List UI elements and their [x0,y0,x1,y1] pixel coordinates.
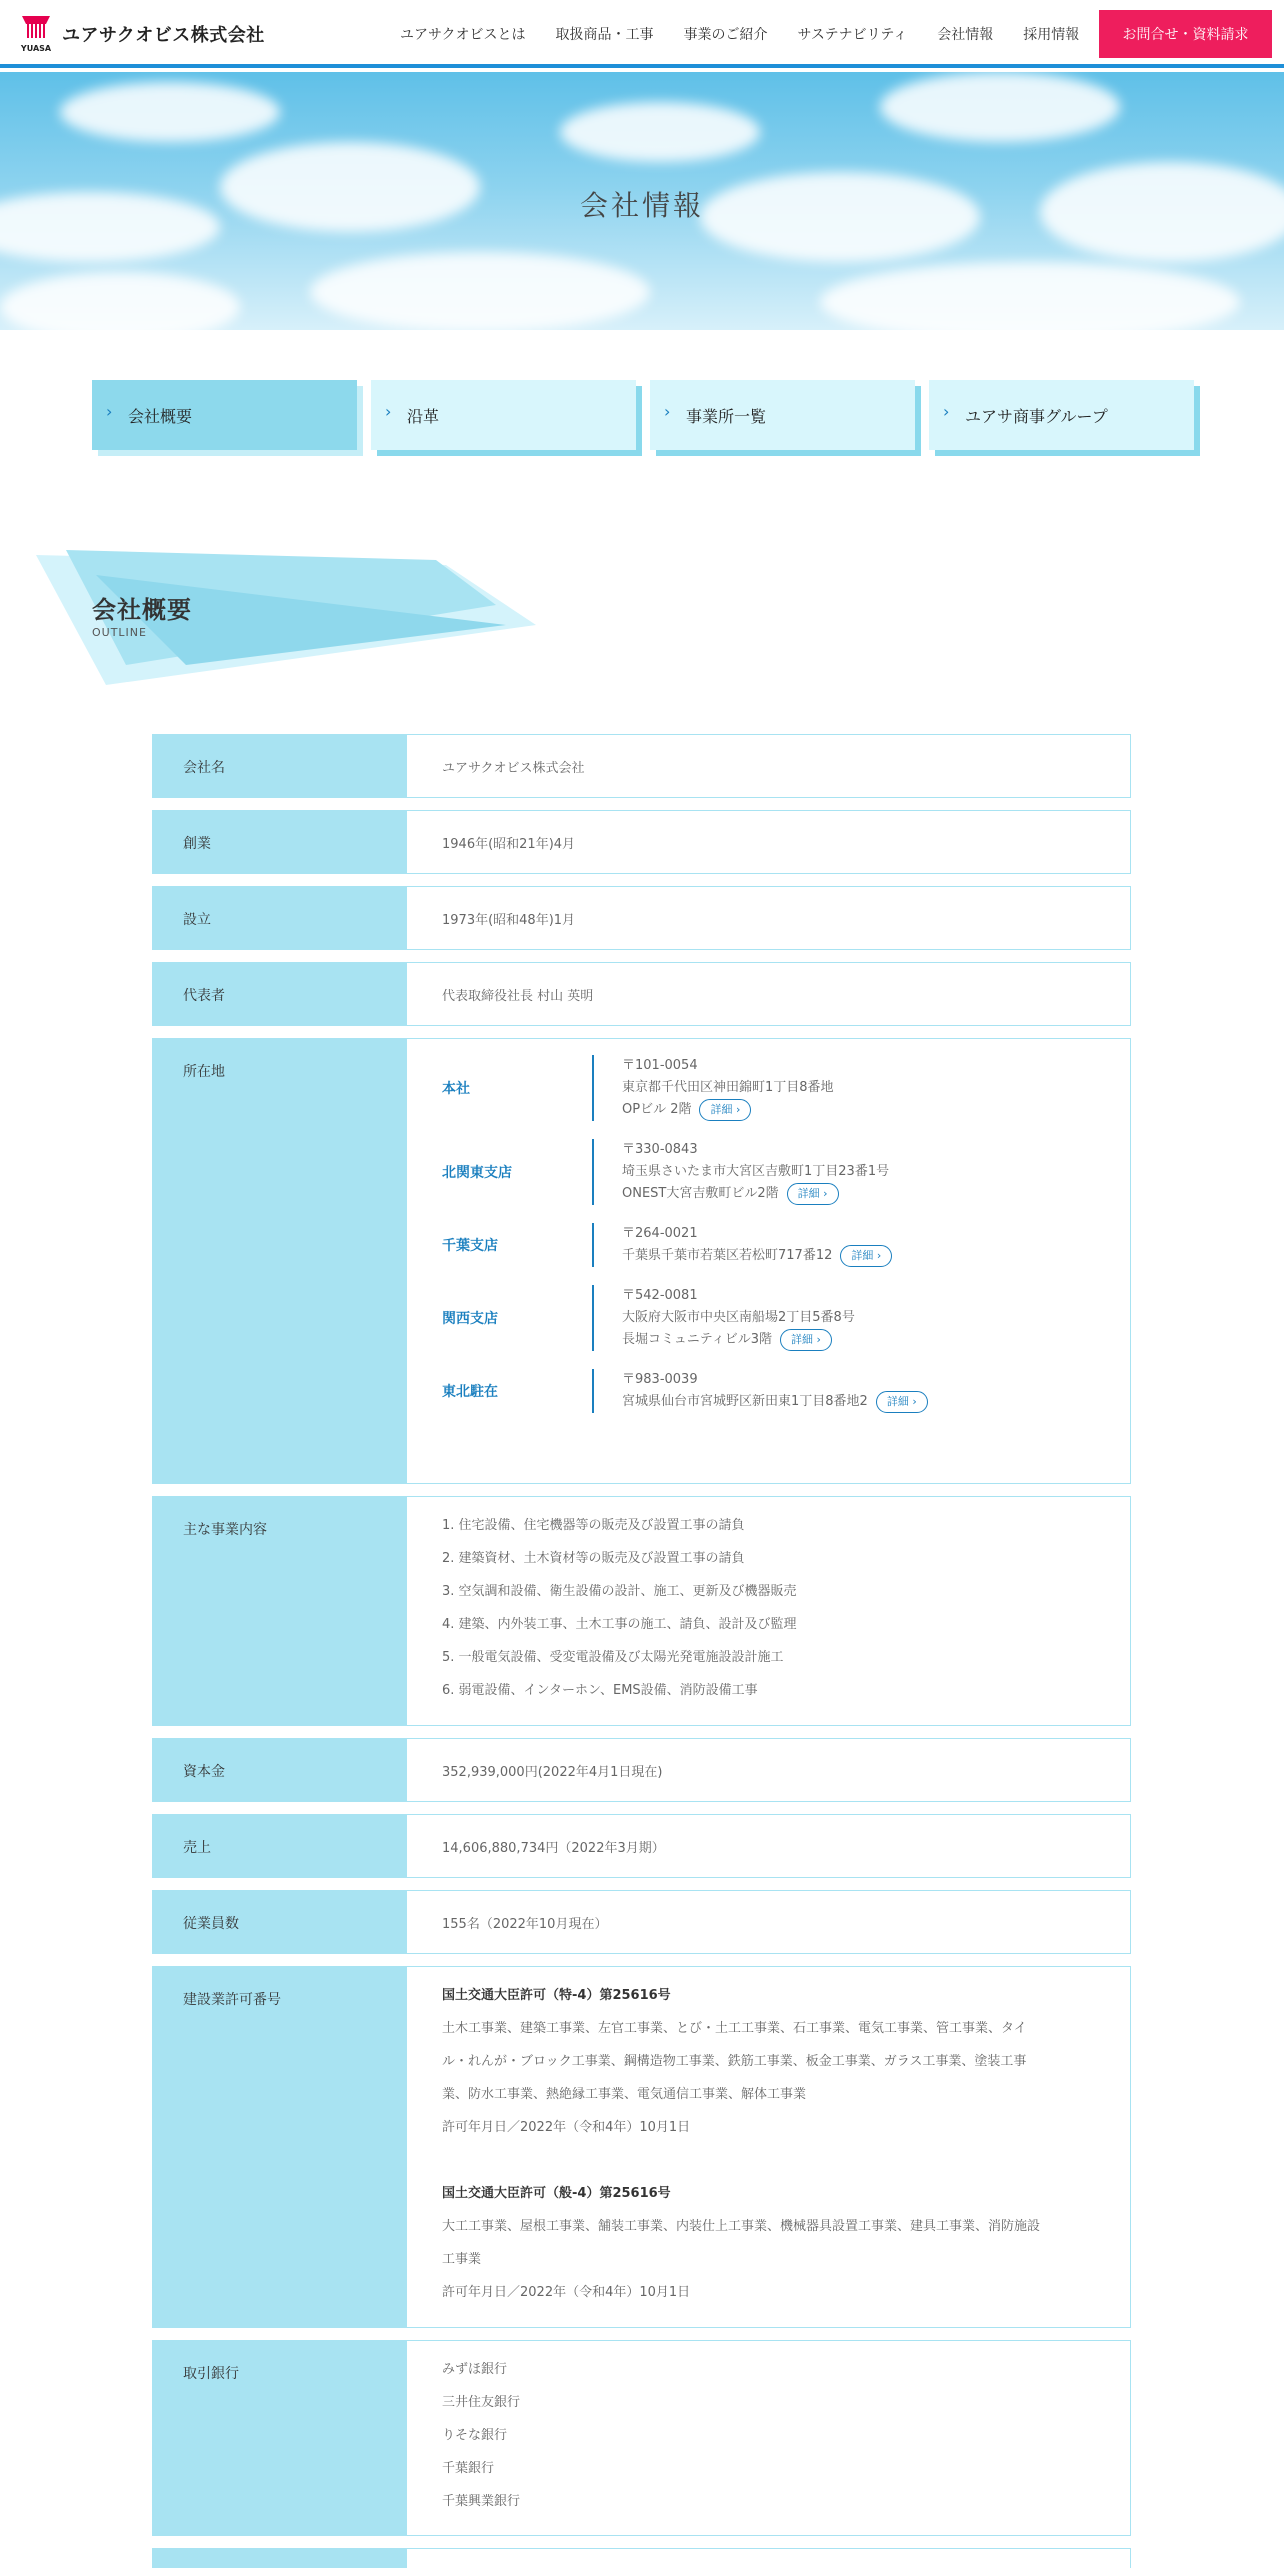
sub-nav [92,380,1194,450]
chevron-right-icon: › [664,402,671,421]
detail-button[interactable] [780,1329,832,1351]
row-value [407,1039,1130,1483]
detail-button[interactable] [840,1245,892,1267]
list-item: 三井住友銀行 [442,2395,521,2410]
detail-label: 詳細 [886,1395,909,1408]
chevron-right-icon: › [943,402,950,421]
office-entry [442,1369,1095,1413]
cloud-decoration [880,72,1120,142]
chevron-right-icon: › [735,1103,741,1116]
office-name: 千葉支店 [442,1238,498,1254]
site-header [0,0,1284,68]
detail-label: 詳細 [851,1249,874,1262]
cloud-decoration [0,272,240,330]
table-row [152,1038,1131,1484]
table-row [152,2548,1131,2568]
office-name: 東北駐在 [442,1384,498,1400]
company-outline-table [152,734,1131,2568]
subnav-item-outline[interactable] [92,380,357,450]
address-line: 〒330-0843 [622,1142,698,1157]
table-row [152,810,1131,874]
list-item: 5. 一般電気設備、受変電設備及び太陽光発電施設設計施工 [442,1650,784,1665]
address-line: 〒542-0081 [622,1288,698,1303]
cloud-decoration [310,252,650,330]
chevron-right-icon: › [876,1249,882,1262]
site-logo[interactable] [18,14,265,54]
list-item: 千葉銀行 [442,2461,495,2476]
address-line: 埼玉県さいたま市大宮区吉敷町1丁目23番1号 [622,1164,890,1179]
list-item: 千葉興業銀行 [442,2494,521,2509]
nav-item-recruit[interactable]: 採用情報 [1023,27,1080,43]
office-address [592,1369,928,1413]
logo-mark-text: YUASA [20,44,52,53]
chevron-right-icon: › [823,1187,828,1200]
address-line: 長堀コミュニティビル3階 [622,1332,772,1347]
chevron-right-icon: › [106,402,113,421]
list-item: 3. 空気調和設備、衛生設備の設計、施工、更新及び機器販売 [442,1584,797,1599]
address-line: 〒983-0039 [622,1372,698,1387]
row-label: 建設業許可番号 [153,1967,407,2327]
license-body: 大工工事業、屋根工事業、舗装工事業、内装仕上工事業、機械器具設置工事業、建具工事業、消防施設 [442,2219,1041,2234]
table-row [152,962,1131,1026]
cloud-decoration [820,262,1240,330]
row-value [407,2549,1130,2568]
row-value: 155名（2022年10月現在） [442,1917,608,1932]
detail-label: 詳細 [710,1103,733,1116]
subnav-label: ユアサ商事グループ [965,406,1108,426]
address-line: 大阪府大阪市中央区南船場2丁目5番8号 [622,1310,855,1325]
list-item: みずほ銀行 [442,2362,508,2377]
section-subtitle: OUTLINE [92,626,147,639]
cloud-decoration [560,102,760,162]
subnav-item-group[interactable] [929,380,1194,450]
office-entry [442,1285,1095,1351]
contact-button[interactable]: お問合せ・資料請求 [1099,10,1272,58]
row-value [407,1967,1130,2327]
nav-item-business[interactable]: 事業のご紹介 [683,27,768,43]
table-row [152,1738,1131,1802]
row-label: 主な事業内容 [153,1497,407,1725]
detail-button[interactable] [699,1099,751,1121]
license-body: ル・れんが・ブロック工事業、鋼構造物工事業、鉄筋工事業、板金工事業、ガラス工事業、塗装工事 [442,2054,1027,2069]
subnav-label: 事業所一覧 [686,406,767,426]
cloud-decoration [60,82,280,142]
table-row [152,734,1131,798]
nav-item-company[interactable]: 会社情報 [937,27,994,43]
license-date: 許可年月日／2022年（令和4年）10月1日 [442,2285,691,2300]
chevron-right-icon: › [385,402,392,421]
license-title: 国土交通大臣許可（般-4）第25616号 [442,2186,671,2201]
table-row [152,2340,1131,2536]
row-value: 代表取締役社長 村山 英明 [442,989,594,1004]
subnav-item-history[interactable] [371,380,636,450]
office-name: 関西支店 [442,1311,498,1327]
address-line: 〒264-0021 [622,1226,698,1241]
row-value: 14,606,880,734円（2022年3月期） [442,1841,665,1856]
address-line: 宮城県仙台市宮城野区新田東1丁目8番地2 [622,1394,868,1409]
office-entry [442,1223,1095,1267]
list-item: りそな銀行 [442,2428,508,2443]
list-item: 4. 建築、内外装工事、土木工事の施工、請負、設計及び監理 [442,1617,797,1632]
address-line: OPビル 2階 [622,1102,692,1117]
address-line: ONEST大宮吉敷町ビル2階 [622,1186,779,1201]
license-date: 許可年月日／2022年（令和4年）10月1日 [442,2120,691,2135]
spacer [442,2144,1095,2177]
nav-item-sustainability[interactable]: サステナビリティ [797,27,908,43]
section-heading [36,545,536,690]
hero-banner [0,72,1284,330]
detail-label: 詳細 [797,1187,820,1200]
detail-button[interactable] [876,1391,928,1413]
row-label: 設立 [153,887,407,949]
global-nav [385,0,1094,68]
license-body: 業、防水工事業、熱絶縁工事業、電気通信工事業、解体工事業 [442,2087,807,2102]
row-label: 所在地 [153,1039,407,1483]
row-value: 1946年(昭和21年)4月 [442,837,576,852]
row-label: 資本金 [153,1739,407,1801]
office-address [592,1139,889,1205]
office-address [592,1285,855,1351]
table-row [152,1890,1131,1954]
nav-item-products[interactable]: 取扱商品・工事 [555,27,654,43]
row-value: 1973年(昭和48年)1月 [442,913,576,928]
table-row [152,1814,1131,1878]
office-entry [442,1139,1095,1205]
office-address [592,1055,834,1121]
subnav-item-offices[interactable] [650,380,915,450]
row-label: 売上 [153,1815,407,1877]
row-value [407,2341,1130,2535]
row-label: 創業 [153,811,407,873]
address-line: 〒101-0054 [622,1058,698,1073]
chevron-right-icon: › [816,1333,821,1346]
license-body: 工事業 [442,2252,482,2267]
list-item: 2. 建築資材、土木資材等の販売及び設置工事の請負 [442,1551,745,1566]
row-label: 代表者 [153,963,407,1025]
office-entry [442,1055,1095,1121]
table-row [152,1966,1131,2328]
row-value [407,1497,1130,1725]
chevron-right-icon: › [912,1395,917,1408]
office-address [592,1223,892,1267]
list-item: 6. 弱電設備、インターホン、EMS設備、消防設備工事 [442,1683,758,1698]
row-value: ユアサクオビス株式会社 [442,761,585,776]
detail-button[interactable] [787,1183,839,1205]
address-line: 東京都千代田区神田錦町1丁目8番地 [622,1080,834,1095]
table-row [152,886,1131,950]
detail-label: 詳細 [790,1333,813,1346]
row-label: 会社名 [153,735,407,797]
license-body: 土木工事業、建築工事業、左官工事業、とび・土工工事業、石工事業、電気工事業、管工事業、タイ [442,2021,1027,2036]
subnav-label: 会社概要 [128,406,193,426]
yuasa-logo-icon [18,14,54,54]
office-name: 北関東支店 [442,1165,512,1181]
logo-text: ユアサクオビス株式会社 [62,25,265,46]
license-title: 国土交通大臣許可（特-4）第25616号 [442,1988,671,2003]
row-label: 従業員数 [153,1891,407,1953]
address-line: 千葉県千葉市若葉区若松町717番12 [622,1248,833,1263]
row-label [153,2549,407,2568]
table-row [152,1496,1131,1726]
office-name: 本社 [442,1081,470,1097]
row-label: 取引銀行 [153,2341,407,2535]
nav-item-about[interactable]: ユアサクオビスとは [400,27,526,43]
page-title: 会社情報 [579,189,704,222]
section-title: 会社概要 [92,596,192,624]
row-value: 352,939,000円(2022年4月1日現在) [442,1765,663,1780]
list-item: 1. 住宅設備、住宅機器等の販売及び設置工事の請負 [442,1518,745,1533]
subnav-label: 沿革 [407,406,440,426]
